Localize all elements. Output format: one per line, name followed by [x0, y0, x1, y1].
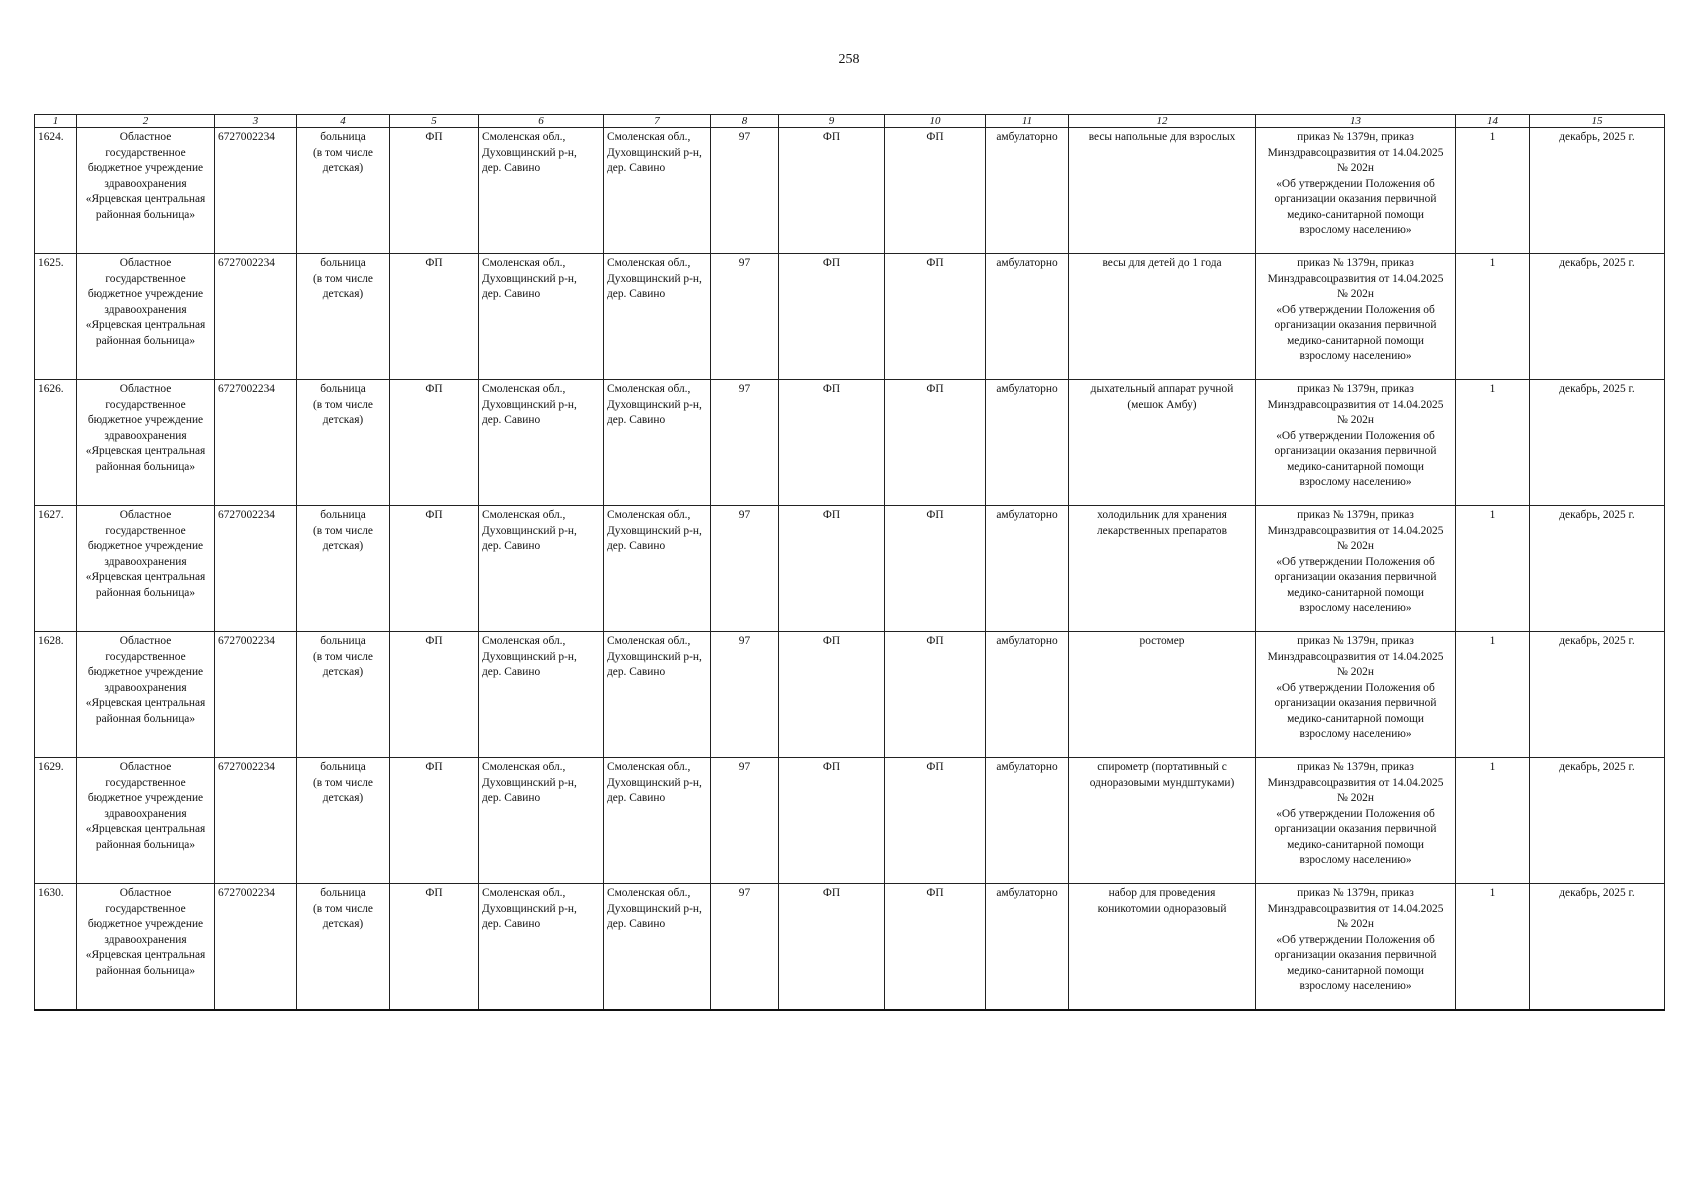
row-number-cell: 1629.: [35, 758, 77, 884]
care-mode-cell: амбулаторно: [986, 884, 1069, 1011]
organization-cell: Областное государственное бюджетное учреждение здравоохранения «Ярцевская центральная районная больница»: [77, 632, 215, 758]
col10-value-cell: ФП: [885, 506, 986, 632]
col9-value-cell: ФП: [779, 884, 885, 1011]
care-mode-cell: амбулаторно: [986, 128, 1069, 254]
quantity-cell: 1: [1456, 506, 1530, 632]
delivery-date-cell: декабрь, 2025 г.: [1530, 128, 1665, 254]
col8-value-cell: 97: [711, 506, 779, 632]
facility-type-cell: больница (в том числе детская): [297, 758, 390, 884]
location-address-cell: Смоленская обл., Духовщинский р-н, дер. Савино: [604, 506, 711, 632]
facility-type-cell: больница (в том числе детская): [297, 254, 390, 380]
organization-cell: Областное государственное бюджетное учреждение здравоохранения «Ярцевская центральная районная больница»: [77, 380, 215, 506]
equipment-name-cell: спирометр (портативный с одноразовыми мундштуками): [1069, 758, 1256, 884]
unit-type-cell: ФП: [390, 758, 479, 884]
delivery-date-cell: декабрь, 2025 г.: [1530, 758, 1665, 884]
regulation-order-cell: приказ № 1379н, приказ Минздравсоцразвития от 14.04.2025 № 202н «Об утверждении Положения об организации оказания первичной медико-санитарной помощи взрослому населению»: [1256, 128, 1456, 254]
table-row: [35, 128, 1665, 254]
col10-value-cell: ФП: [885, 758, 986, 884]
inn-cell: 6727002234: [215, 884, 297, 1011]
equipment-name-cell: весы для детей до 1 года: [1069, 254, 1256, 380]
inn-cell: 6727002234: [215, 128, 297, 254]
regulation-order-cell: приказ № 1379н, приказ Минздравсоцразвития от 14.04.2025 № 202н «Об утверждении Положения об организации оказания первичной медико-санитарной помощи взрослому населению»: [1256, 632, 1456, 758]
column-header: 2: [77, 115, 215, 128]
col8-value-cell: 97: [711, 632, 779, 758]
address-cell: Смоленская обл., Духовщинский р-н, дер. Савино: [479, 128, 604, 254]
care-mode-cell: амбулаторно: [986, 380, 1069, 506]
quantity-cell: 1: [1456, 254, 1530, 380]
regulation-order-cell: приказ № 1379н, приказ Минздравсоцразвития от 14.04.2025 № 202н «Об утверждении Положения об организации оказания первичной медико-санитарной помощи взрослому населению»: [1256, 254, 1456, 380]
col9-value-cell: ФП: [779, 254, 885, 380]
col10-value-cell: ФП: [885, 884, 986, 1011]
location-address-cell: Смоленская обл., Духовщинский р-н, дер. Савино: [604, 884, 711, 1011]
inn-cell: 6727002234: [215, 380, 297, 506]
col8-value-cell: 97: [711, 380, 779, 506]
column-header: 11: [986, 115, 1069, 128]
table-row: [35, 254, 1665, 380]
col10-value-cell: ФП: [885, 254, 986, 380]
inn-cell: 6727002234: [215, 506, 297, 632]
unit-type-cell: ФП: [390, 380, 479, 506]
regulation-order-cell: приказ № 1379н, приказ Минздравсоцразвития от 14.04.2025 № 202н «Об утверждении Положения об организации оказания первичной медико-санитарной помощи взрослому населению»: [1256, 506, 1456, 632]
regulation-order-cell: приказ № 1379н, приказ Минздравсоцразвития от 14.04.2025 № 202н «Об утверждении Положения об организации оказания первичной медико-санитарной помощи взрослому населению»: [1256, 758, 1456, 884]
row-number-cell: 1627.: [35, 506, 77, 632]
row-number-cell: 1625.: [35, 254, 77, 380]
delivery-date-cell: декабрь, 2025 г.: [1530, 380, 1665, 506]
col9-value-cell: ФП: [779, 380, 885, 506]
facility-type-cell: больница (в том числе детская): [297, 884, 390, 1011]
location-address-cell: Смоленская обл., Духовщинский р-н, дер. Савино: [604, 254, 711, 380]
column-header: 8: [711, 115, 779, 128]
care-mode-cell: амбулаторно: [986, 758, 1069, 884]
organization-cell: Областное государственное бюджетное учреждение здравоохранения «Ярцевская центральная районная больница»: [77, 506, 215, 632]
table-row: [35, 380, 1665, 506]
care-mode-cell: амбулаторно: [986, 632, 1069, 758]
table-row: [35, 758, 1665, 884]
location-address-cell: Смоленская обл., Духовщинский р-н, дер. Савино: [604, 380, 711, 506]
column-header: 13: [1256, 115, 1456, 128]
address-cell: Смоленская обл., Духовщинский р-н, дер. Савино: [479, 632, 604, 758]
quantity-cell: 1: [1456, 128, 1530, 254]
unit-type-cell: ФП: [390, 632, 479, 758]
col9-value-cell: ФП: [779, 758, 885, 884]
table-body: [35, 128, 1665, 1011]
column-header: 12: [1069, 115, 1256, 128]
unit-type-cell: ФП: [390, 254, 479, 380]
address-cell: Смоленская обл., Духовщинский р-н, дер. Савино: [479, 884, 604, 1011]
equipment-name-cell: весы напольные для взрослых: [1069, 128, 1256, 254]
equipment-table: [34, 114, 1665, 1011]
quantity-cell: 1: [1456, 884, 1530, 1011]
table-row: [35, 884, 1665, 1011]
delivery-date-cell: декабрь, 2025 г.: [1530, 506, 1665, 632]
location-address-cell: Смоленская обл., Духовщинский р-н, дер. Савино: [604, 758, 711, 884]
facility-type-cell: больница (в том числе детская): [297, 632, 390, 758]
address-cell: Смоленская обл., Духовщинский р-н, дер. Савино: [479, 254, 604, 380]
organization-cell: Областное государственное бюджетное учреждение здравоохранения «Ярцевская центральная районная больница»: [77, 128, 215, 254]
column-number-row: [35, 115, 1665, 128]
col8-value-cell: 97: [711, 758, 779, 884]
inn-cell: 6727002234: [215, 254, 297, 380]
row-number-cell: 1630.: [35, 884, 77, 1011]
row-number-cell: 1624.: [35, 128, 77, 254]
col8-value-cell: 97: [711, 884, 779, 1011]
address-cell: Смоленская обл., Духовщинский р-н, дер. Савино: [479, 380, 604, 506]
column-header: 10: [885, 115, 986, 128]
equipment-name-cell: набор для проведения коникотомии одноразовый: [1069, 884, 1256, 1011]
col10-value-cell: ФП: [885, 128, 986, 254]
organization-cell: Областное государственное бюджетное учреждение здравоохранения «Ярцевская центральная районная больница»: [77, 884, 215, 1011]
facility-type-cell: больница (в том числе детская): [297, 380, 390, 506]
table-row: [35, 506, 1665, 632]
unit-type-cell: ФП: [390, 506, 479, 632]
unit-type-cell: ФП: [390, 128, 479, 254]
column-header: 1: [35, 115, 77, 128]
page-number: 258: [838, 52, 860, 67]
column-header: 5: [390, 115, 479, 128]
quantity-cell: 1: [1456, 758, 1530, 884]
equipment-name-cell: ростомер: [1069, 632, 1256, 758]
address-cell: Смоленская обл., Духовщинский р-н, дер. Савино: [479, 758, 604, 884]
quantity-cell: 1: [1456, 632, 1530, 758]
column-header: 4: [297, 115, 390, 128]
regulation-order-cell: приказ № 1379н, приказ Минздравсоцразвития от 14.04.2025 № 202н «Об утверждении Положения об организации оказания первичной медико-санитарной помощи взрослому населению»: [1256, 380, 1456, 506]
column-header: 15: [1530, 115, 1665, 128]
equipment-name-cell: дыхательный аппарат ручной (мешок Амбу): [1069, 380, 1256, 506]
delivery-date-cell: декабрь, 2025 г.: [1530, 884, 1665, 1011]
inn-cell: 6727002234: [215, 632, 297, 758]
col10-value-cell: ФП: [885, 632, 986, 758]
column-header: 9: [779, 115, 885, 128]
column-header: 3: [215, 115, 297, 128]
col9-value-cell: ФП: [779, 632, 885, 758]
organization-cell: Областное государственное бюджетное учреждение здравоохранения «Ярцевская центральная районная больница»: [77, 758, 215, 884]
col8-value-cell: 97: [711, 128, 779, 254]
row-number-cell: 1628.: [35, 632, 77, 758]
facility-type-cell: больница (в том числе детская): [297, 128, 390, 254]
column-header: 14: [1456, 115, 1530, 128]
care-mode-cell: амбулаторно: [986, 254, 1069, 380]
delivery-date-cell: декабрь, 2025 г.: [1530, 254, 1665, 380]
table-row: [35, 632, 1665, 758]
row-number-cell: 1626.: [35, 380, 77, 506]
address-cell: Смоленская обл., Духовщинский р-н, дер. Савино: [479, 506, 604, 632]
facility-type-cell: больница (в том числе детская): [297, 506, 390, 632]
column-header: 7: [604, 115, 711, 128]
equipment-name-cell: холодильник для хранения лекарственных препаратов: [1069, 506, 1256, 632]
col8-value-cell: 97: [711, 254, 779, 380]
column-header: 6: [479, 115, 604, 128]
col10-value-cell: ФП: [885, 380, 986, 506]
col9-value-cell: ФП: [779, 506, 885, 632]
quantity-cell: 1: [1456, 380, 1530, 506]
col9-value-cell: ФП: [779, 128, 885, 254]
care-mode-cell: амбулаторно: [986, 506, 1069, 632]
delivery-date-cell: декабрь, 2025 г.: [1530, 632, 1665, 758]
unit-type-cell: ФП: [390, 884, 479, 1011]
inn-cell: 6727002234: [215, 758, 297, 884]
location-address-cell: Смоленская обл., Духовщинский р-н, дер. Савино: [604, 128, 711, 254]
organization-cell: Областное государственное бюджетное учреждение здравоохранения «Ярцевская центральная районная больница»: [77, 254, 215, 380]
location-address-cell: Смоленская обл., Духовщинский р-н, дер. Савино: [604, 632, 711, 758]
regulation-order-cell: приказ № 1379н, приказ Минздравсоцразвития от 14.04.2025 № 202н «Об утверждении Положения об организации оказания первичной медико-санитарной помощи взрослому населению»: [1256, 884, 1456, 1011]
